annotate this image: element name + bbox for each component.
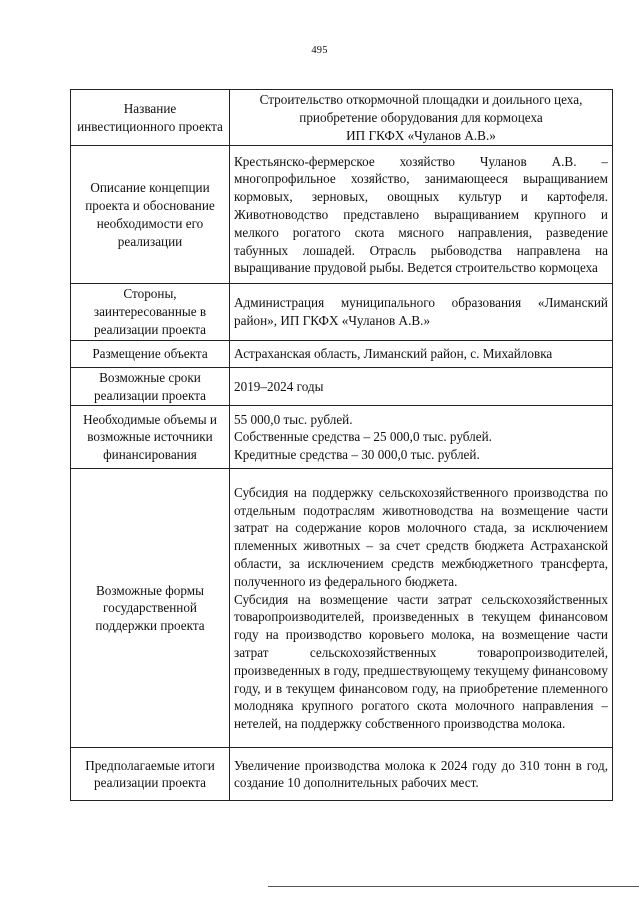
financing-line: Кредитные средства – 30 000,0 тыс. рублей. [234, 447, 480, 463]
project-name-line: приобретение оборудования для кормоцеха [299, 109, 543, 125]
table-row-financing [71, 406, 613, 469]
table-row-stakeholders [71, 284, 613, 340]
project-name-line: Строительство откормочной площадки и доильного цеха, [259, 92, 583, 107]
table-row-timeline [71, 367, 613, 406]
timeline-label: Возможные сроки реализации проекта [71, 367, 230, 406]
project-name-value [230, 90, 613, 146]
bottom-rule [268, 886, 639, 887]
expected-results-label: Предполагаемые итоги реализации проекта [71, 748, 230, 801]
state-support-value [230, 469, 613, 748]
state-support-paragraph: Субсидия на возмещение части затрат сельскохозяйственных товаропроизводителей, произведенных в текущем финансовом году на производство коровьего молока, на возмещение части затрат сельскохозяйственных товаропроизводителей, произведенных в году, предшествующему текущему финансовому году, и в текущем финансовом году, на приобретение племенного молодняка крупного рогатого скота молочного направления – нетелей, на поддержку собственного производства молока. [234, 591, 608, 732]
table-row-concept [71, 146, 613, 284]
table-row-state-support [71, 469, 613, 748]
financing-line: Собственные средства – 25 000,0 тыс. рублей. [234, 429, 492, 445]
investment-project-table [70, 89, 613, 801]
state-support-label: Возможные формы государственной поддержки проекта [71, 469, 230, 748]
stakeholders-label: Стороны, заинтересованные в реализации проекта [71, 284, 230, 340]
concept-label: Описание концепции проекта и обоснование необходимости его реализации [71, 146, 230, 284]
project-name-label: Название инвестиционного проекта [71, 90, 230, 146]
table-row-project-name [71, 90, 613, 146]
location-value: Астраханская область, Лиманский район, с. Михайловка [230, 340, 613, 367]
financing-line: 55 000,0 тыс. рублей. [234, 411, 353, 427]
timeline-value: 2019–2024 годы [230, 367, 613, 406]
concept-value: Крестьянско-фермерское хозяйство Чуланов А.В. – многопрофильное хозяйство, занимающееся выращиванием кормовых, зерновых, овощных культур и картофеля. Животноводство представлено выращиванием крупного и мелкого рогатого скота мясного направления, разведение табунных лошадей. Отрасль рыбоводства направлена на выращивание прудовой рыбы. Ведется строительство кормоцеха [230, 146, 613, 284]
table-row-expected-results [71, 748, 613, 801]
state-support-paragraph: Субсидия на поддержку сельскохозяйственного производства по отдельным подотраслям животноводства на возмещение части затрат на содержание коров молочного стада, за исключением племенных животных – за счет средств бюджета Астраханской области, за исключением средств межбюджетного трансферта, полученного из федерального бюджета. [234, 484, 608, 589]
stakeholders-value: Администрация муниципального образования «Лиманский район», ИП ГКФХ «Чуланов А.В.» [230, 284, 613, 340]
expected-results-value: Увеличение производства молока к 2024 году до 310 тонн в год, создание 10 дополнительных рабочих мест. [230, 748, 613, 801]
location-label: Размещение объекта [71, 340, 230, 367]
financing-value [230, 406, 613, 469]
project-name-line: ИП ГКФХ «Чуланов А.В.» [346, 127, 496, 143]
table-row-location [71, 340, 613, 367]
page-number: 495 [311, 45, 328, 56]
financing-label: Необходимые объемы и возможные источники финансирования [71, 406, 230, 469]
